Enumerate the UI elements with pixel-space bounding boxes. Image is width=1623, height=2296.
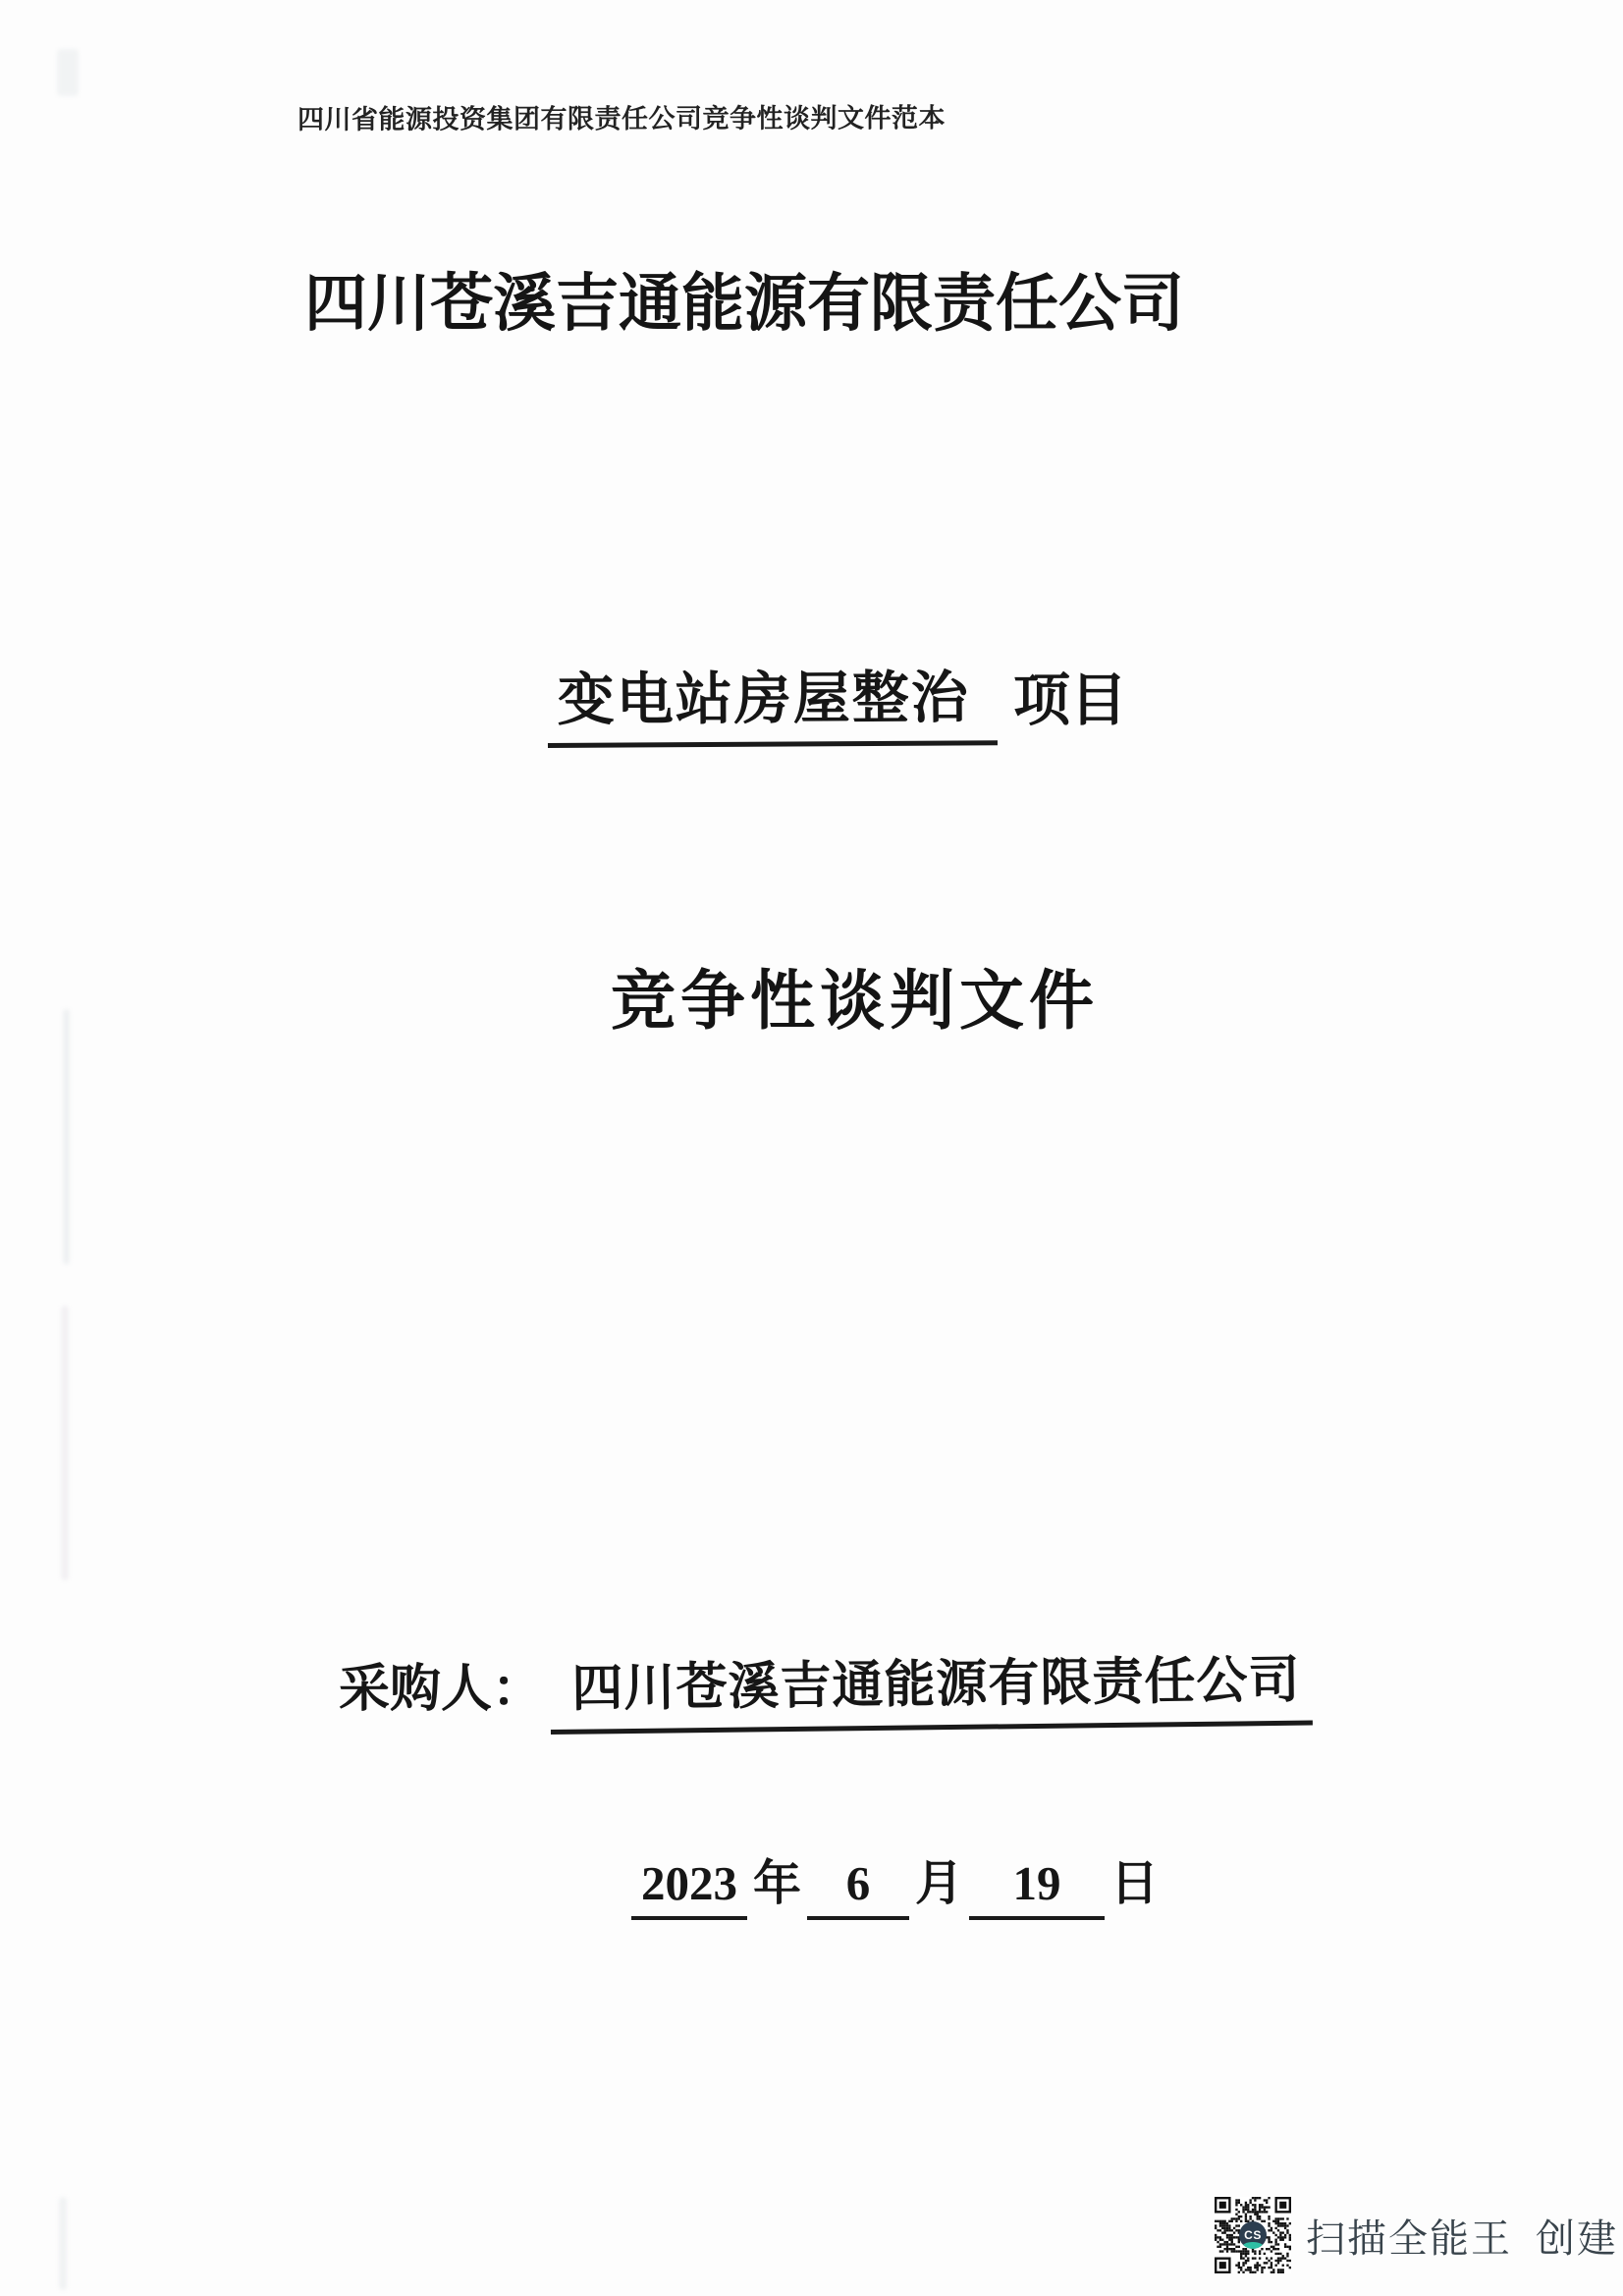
camscanner-badge-label: CS — [1244, 2228, 1262, 2242]
date-month-value: 6 — [807, 1855, 909, 1920]
scan-artifact — [57, 49, 79, 96]
date-day-value: 19 — [969, 1855, 1105, 1920]
camscanner-badge — [1239, 2221, 1267, 2249]
purchaser-label: 采购人： — [339, 1662, 544, 1718]
date-year-label: 年 — [753, 1856, 802, 1910]
date-year-value: 2023 — [631, 1855, 747, 1920]
document-title: 竞争性谈判文件 — [611, 966, 1099, 1038]
project-suffix-label: 项目 — [1013, 668, 1128, 732]
scan-artifact — [63, 1009, 70, 1264]
date-line — [631, 1845, 1164, 1920]
camscanner-badge-accent — [1242, 2242, 1264, 2249]
date-day-label: 日 — [1110, 1856, 1160, 1910]
scan-artifact — [61, 1306, 69, 1580]
purchaser-value-underlined: 四川苍溪吉通能源有限责任公司 — [550, 1638, 1313, 1735]
scan-artifact — [59, 2197, 67, 2290]
company-title: 四川苍溪吉通能源有限责任公司 — [304, 269, 1184, 339]
purchaser-line — [339, 1647, 1313, 1735]
camscanner-watermark — [1215, 2197, 1618, 2273]
qr-code-icon — [1215, 2197, 1291, 2273]
header-note: 四川省能源投资集团有限责任公司竞争性谈判文件范本 — [297, 103, 947, 134]
date-month-label: 月 — [915, 1856, 964, 1910]
watermark-text: 扫描全能王 创建 — [1306, 2216, 1618, 2261]
project-line — [548, 654, 1127, 748]
project-name-underlined: 变电站房屋整治 — [547, 651, 998, 748]
